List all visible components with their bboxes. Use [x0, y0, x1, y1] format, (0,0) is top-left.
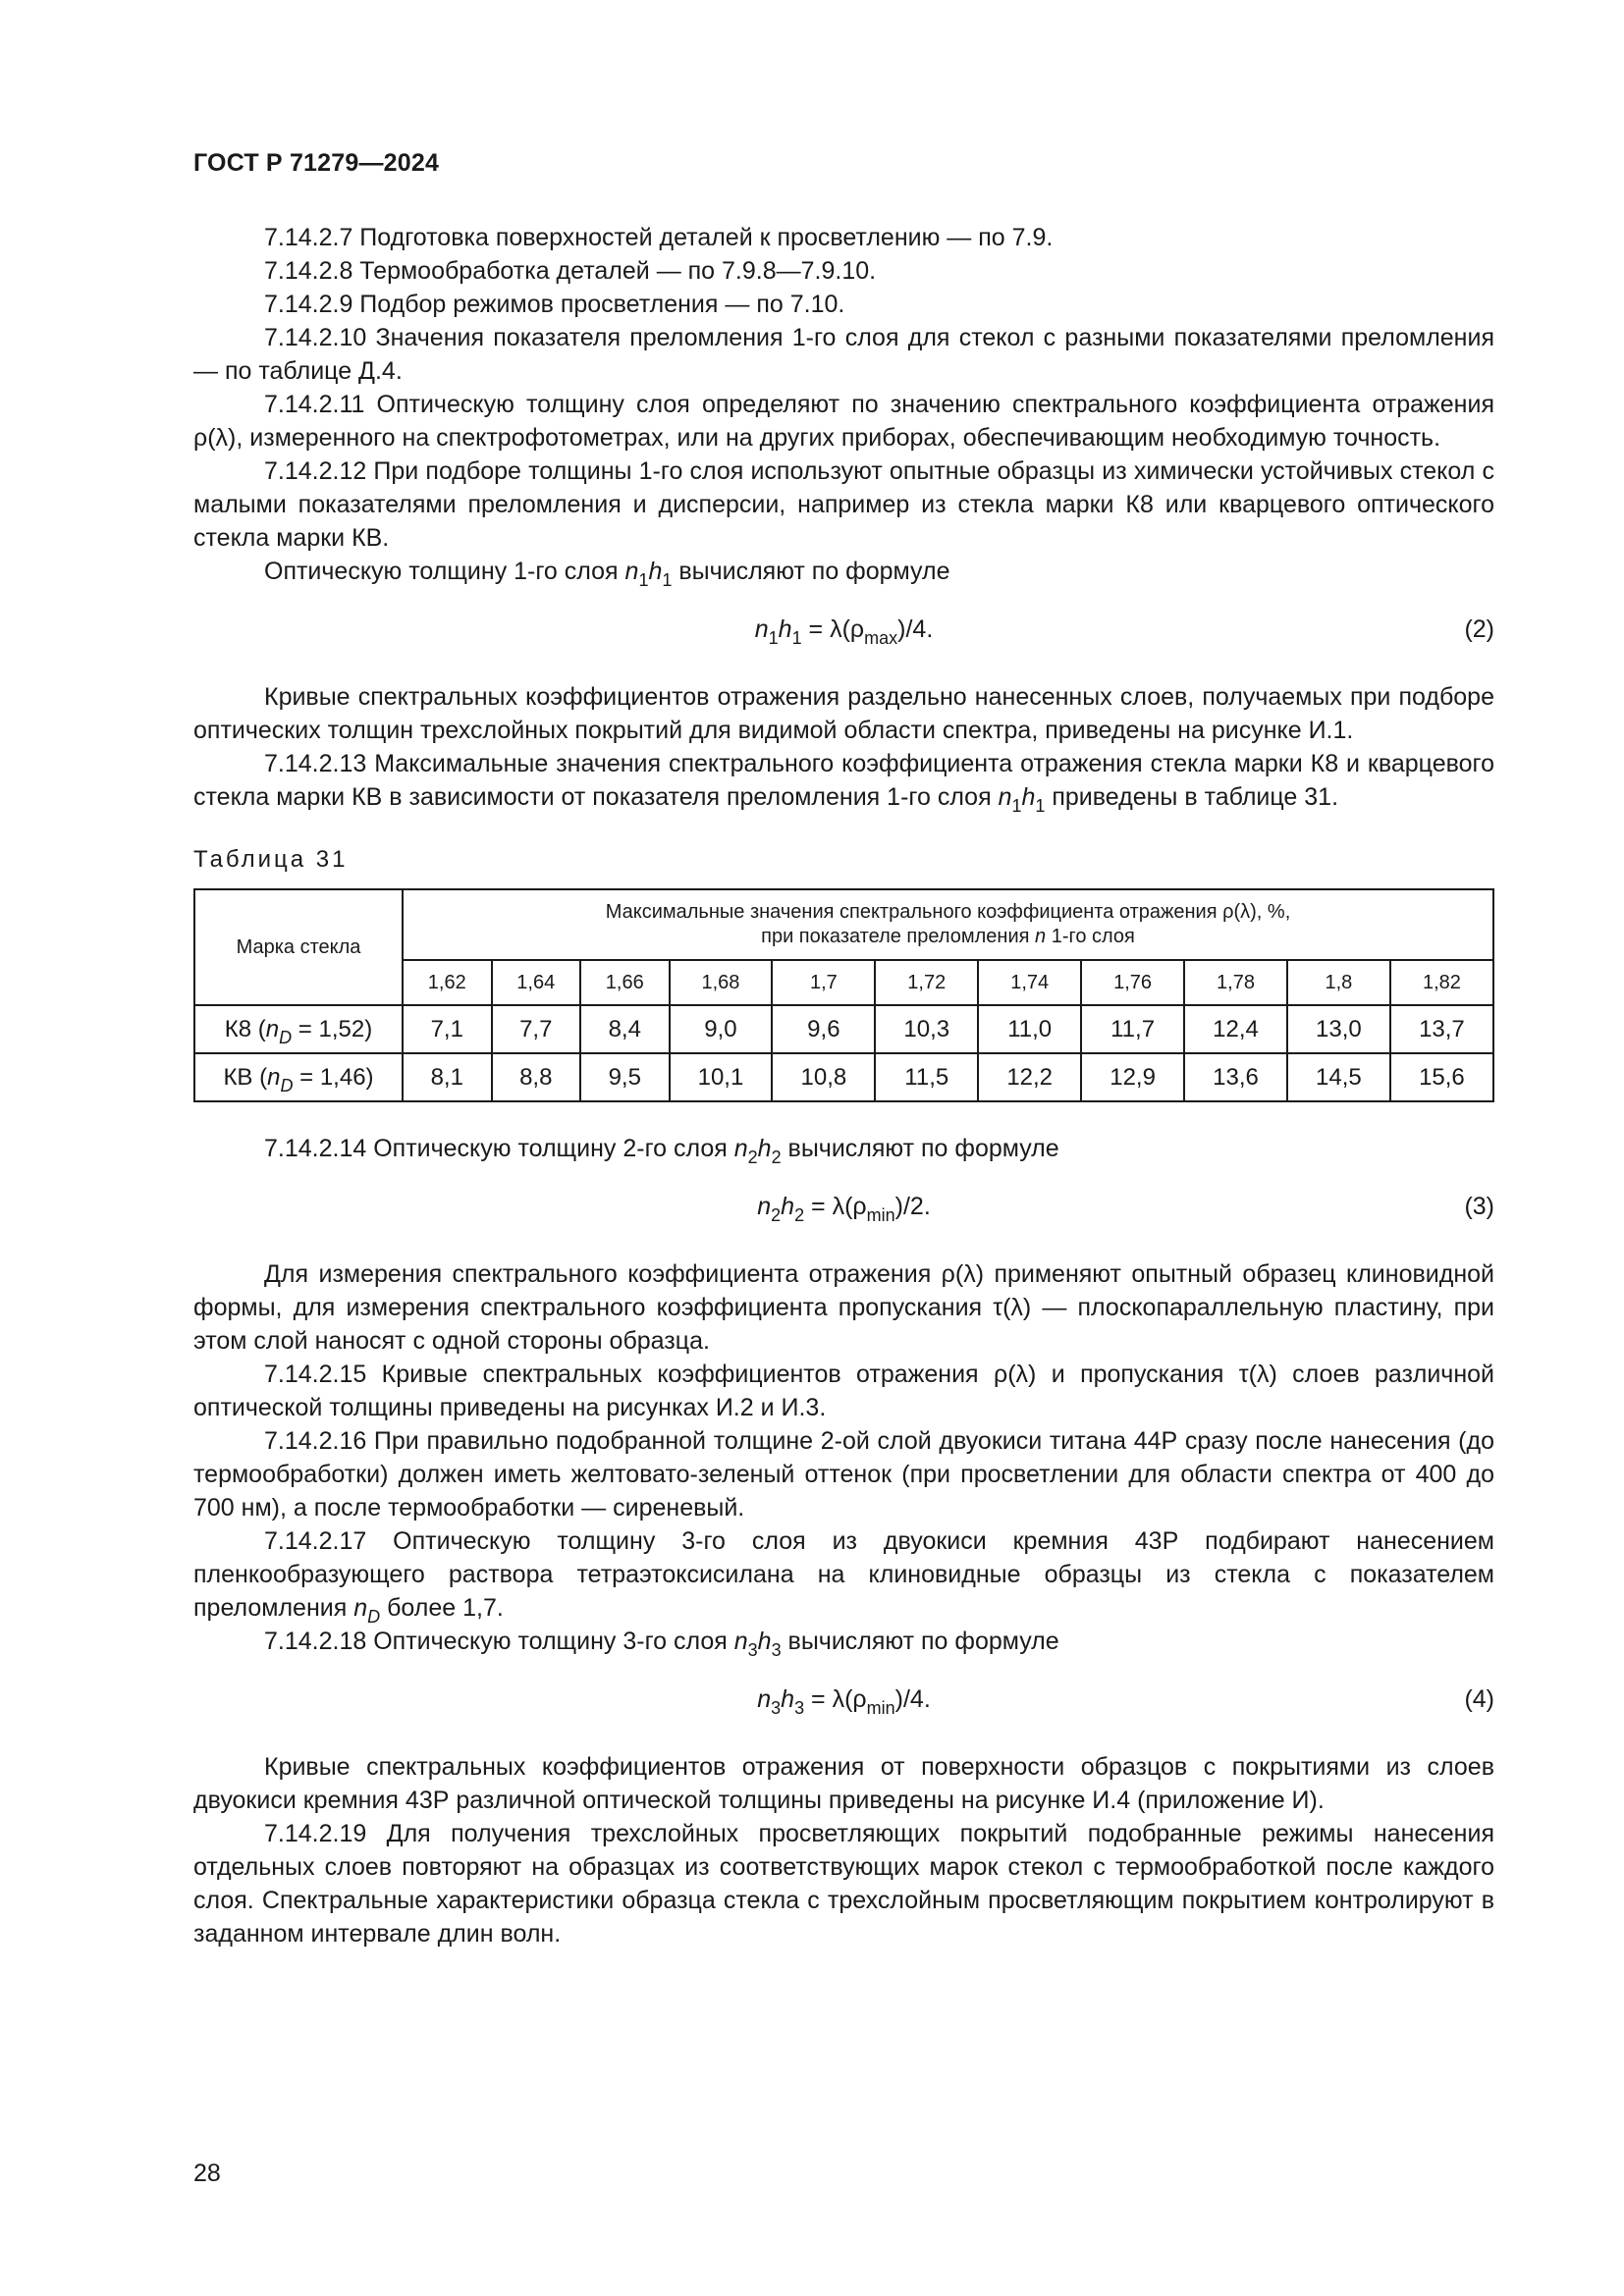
paragraph-7-14-2-17: 7.14.2.17 Оптическую толщину 3-го слоя из двуокиси кремния 43Р подбирают нанесением пленкообразующего раствора тетраэтоксисилана на клиновидные образцы из стекла с показателем преломления $n_D$ более 1,7.: [193, 1527, 1494, 1627]
paragraph-curves-figure-i1: Кривые спектральных коэффициентов отражения раздельно нанесенных слоев, получаемых при подборе оптических толщин трехслойных покрытий для видимой области спектра, приведены на рисунке И.1.: [193, 683, 1494, 744]
paragraph-7-14-2-15: 7.14.2.15 Кривые спектральных коэффициентов отражения ρ(λ) и пропускания τ(λ) слоев различной оптической толщины приведены на рисунках И.2 и И.3.: [193, 1361, 1494, 1421]
table-value-cell: 12,9: [1081, 1053, 1184, 1101]
paragraph-7-14-2-10: 7.14.2.10 Значения показателя преломления 1-го слоя для стекол с разными показателями преломления — по таблице Д.4.: [193, 324, 1494, 385]
table-n-value-cell: 1,68: [670, 960, 773, 1005]
table-value-cell: 9,5: [580, 1053, 670, 1101]
paragraph-7-14-2-11: 7.14.2.11 Оптическую толщину слоя определяют по значению спектрального коэффициента отражения ρ(λ), измеренного на спектрофотометрах, или на других приборах, обеспечивающим необходимую точность.: [193, 391, 1494, 452]
table-n-value-cell: 1,66: [580, 960, 670, 1005]
table-value-cell: 11,7: [1081, 1005, 1184, 1053]
table-value-cell: 13,0: [1287, 1005, 1390, 1053]
table-n-value-cell: 1,8: [1287, 960, 1390, 1005]
formula-2-number: (2): [1464, 615, 1494, 643]
paragraph-7-14-2-13: 7.14.2.13 Максимальные значения спектрального коэффициента отражения стекла марки К8 и кварцевого стекла марки КВ в зависимости от показателя преломления 1-го слоя $n_1h_1$ приведены в таблице 31.: [193, 750, 1494, 816]
formula-3: [193, 1190, 1494, 1223]
table-value-cell: 12,4: [1184, 1005, 1287, 1053]
symbol-h: h: [648, 558, 663, 585]
table-value-cell: 11,5: [875, 1053, 978, 1101]
paragraph-measurement-samples: Для измерения спектрального коэффициента отражения ρ(λ) применяют опытный образец клиновидной формы, для измерения спектрального коэффициента пропускания τ(λ) — плоскопараллельную пластину, при этом слой наносят с одной стороны образца.: [193, 1260, 1494, 1355]
table-value-cell: 7,1: [403, 1005, 492, 1053]
table-n-value-cell: 1,62: [403, 960, 492, 1005]
table-glass-grade-cell: К8 $(n_D = 1,52)$: [194, 1005, 403, 1053]
table-value-cell: 10,3: [875, 1005, 978, 1053]
table-value-cell: 10,8: [772, 1053, 875, 1101]
paragraph-7-14-2-14: 7.14.2.14 Оптическую толщину 2-го слоя $n_2h_2$ вычисляют по формуле: [264, 1135, 1059, 1167]
formula-3-expression: $n_2h_2 = \lambda(\rho_{min})/2$.: [757, 1193, 931, 1225]
table-value-cell: 9,0: [670, 1005, 773, 1053]
formula-3-number: (3): [1464, 1193, 1494, 1220]
table-value-cell: 7,7: [492, 1005, 581, 1053]
table-glass-grade-cell: КВ $(n_D = 1,46)$: [194, 1053, 403, 1101]
table-n-value-cell: 1,64: [492, 960, 581, 1005]
table-row: [194, 1005, 1493, 1053]
document-header: ГОСТ Р 71279—2024: [193, 149, 440, 177]
table-caption: Таблица 31: [193, 846, 349, 873]
paragraph-curves-figure-i4: Кривые спектральных коэффициентов отражения от поверхности образцов с покрытиями из слоев двуокиси кремния 43Р различной оптической толщины приведены на рисунке И.4 (приложение И).: [193, 1753, 1494, 1814]
paragraph-7-14-2-7: 7.14.2.7 Подготовка поверхностей деталей к просветлению — по 7.9.: [264, 224, 1054, 251]
table-value-cell: 8,4: [580, 1005, 670, 1053]
table-value-cell: 10,1: [670, 1053, 773, 1101]
formula-2-expression: $n_1h_1 = \lambda(\rho_{max})/4$.: [754, 615, 934, 648]
table-n-value-cell: 1,82: [1390, 960, 1493, 1005]
table-row: [194, 1053, 1493, 1101]
table-value-cell: 11,0: [978, 1005, 1081, 1053]
table-n-value-cell: 1,76: [1081, 960, 1184, 1005]
formula-4: [193, 1682, 1494, 1716]
table-header-row: [194, 889, 1493, 960]
table-n-value-cell: 1,7: [772, 960, 875, 1005]
table-value-cell: 13,7: [1390, 1005, 1493, 1053]
paragraph-7-14-2-18: 7.14.2.18 Оптическую толщину 3-го слоя $n_3h_3$ вычисляют по формуле: [264, 1628, 1059, 1660]
paragraph-7-14-2-9: 7.14.2.9 Подбор режимов просветления — по 7.10.: [264, 291, 845, 318]
page-content: [193, 221, 1494, 1950]
formula-4-expression: $n_3h_3 = \lambda(\rho_{min})/4$.: [757, 1685, 931, 1718]
table-value-cell: 13,6: [1184, 1053, 1287, 1101]
table-value-cell: 14,5: [1287, 1053, 1390, 1101]
table-value-cell: 12,2: [978, 1053, 1081, 1101]
paragraph-layer1-formula-intro: Оптическую толщину 1-го слоя $n_1h_1$ вычисляют по формуле: [264, 558, 950, 590]
symbol-n: n: [624, 558, 639, 585]
reflection-table: [193, 888, 1494, 1102]
paragraph-7-14-2-12: 7.14.2.12 При подборе толщины 1-го слоя используют опытные образцы из химически устойчивых стекол с малыми показателями преломления и дисперсии, например из стекла марки К8 или кварцевого оптического стекла марки КВ.: [193, 457, 1494, 552]
page-number: 28: [193, 2160, 221, 2187]
paragraph-7-14-2-16: 7.14.2.16 При правильно подобранной толщине 2-ой слой двуокиси титана 44Р сразу после нанесения (до термообработки) должен иметь желтовато-зеленый оттенок (при просветлении для области спектра от 400 до 700 нм), а после термообработки — сиреневый.: [193, 1427, 1494, 1522]
paragraph-7-14-2-19: 7.14.2.19 Для получения трехслойных просветляющих покрытий подобранные режимы нанесения отдельных слоев повторяют на образцах из соответствующих марок стекол с термообработкой после каждого слоя. Спектральные характеристики образца стекла с трехслойным просветляющим покрытием контролируют в заданном интервале длин волн.: [193, 1820, 1494, 1948]
table-value-cell: 8,1: [403, 1053, 492, 1101]
formula-4-number: (4): [1464, 1685, 1494, 1713]
table-value-cell: 15,6: [1390, 1053, 1493, 1101]
table-header-glass-grade: Марка стекла: [194, 889, 403, 1005]
table-header-max-values: Максимальные значения спектрального коэффициента отражения ρ(λ), %, при показателе преломления n 1-го слоя: [403, 889, 1493, 960]
table-n-value-cell: 1,74: [978, 960, 1081, 1005]
table-n-value-cell: 1,78: [1184, 960, 1287, 1005]
table-value-cell: 8,8: [492, 1053, 581, 1101]
table-value-cell: 9,6: [772, 1005, 875, 1053]
table-n-value-cell: 1,72: [875, 960, 978, 1005]
formula-2: [193, 613, 1494, 646]
paragraph-7-14-2-8: 7.14.2.8 Термообработка деталей — по 7.9.8—7.9.10.: [264, 257, 877, 285]
